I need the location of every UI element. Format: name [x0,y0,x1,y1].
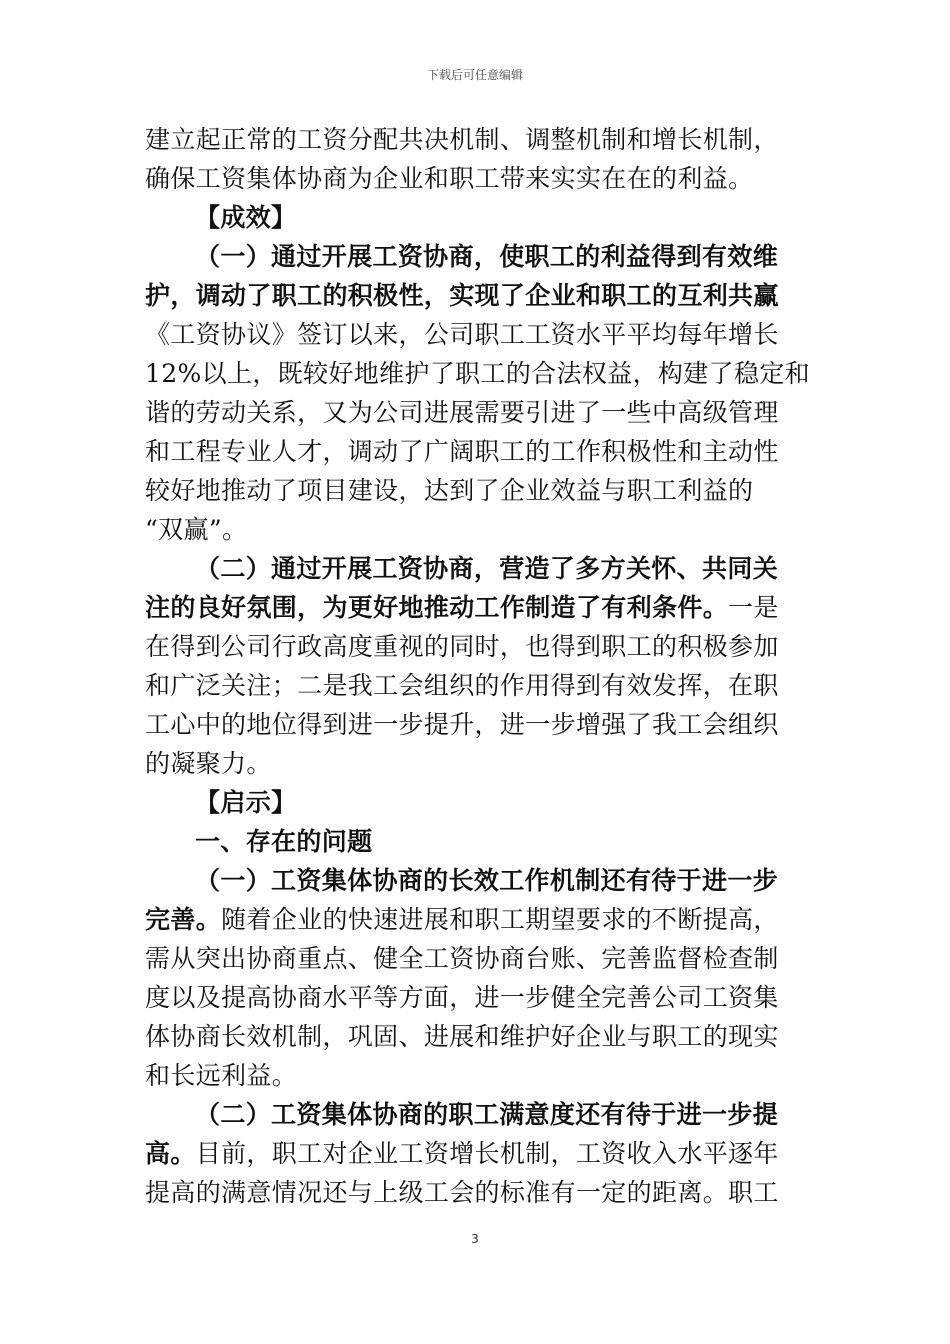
text-run: 和长远利益。 [145,1061,298,1090]
text-run: 确保工资集体协商为企业和职工带来实实在在的利益。 [145,164,754,193]
section-heading-insights [145,783,810,822]
text-run: 建立起正常的工资分配共决机制、调整机制和增长机制， [145,125,779,154]
text-line-2 [145,159,810,198]
text-run: 目前，职工对企业工资增长机制，工资收入水平逐年 [195,1139,779,1168]
text-run: 较好地推动了项目建设，达到了企业效益与职工利益的 [145,476,754,505]
subheading-1-line-1 [145,237,810,276]
text-run: 一是 [728,593,779,622]
text-line-14 [145,627,810,666]
text-run: 的凝聚力。 [145,749,272,778]
text-run: （一）通过开展工资协商，使职工的利益得到有效维 [195,242,779,271]
text-run: 和工程专业人才，调动了广阔职工的工作积极性和主动性 [145,437,779,466]
page-number: 3 [471,1232,479,1246]
document-body [145,120,810,1212]
text-run: 随着企业的快速进展和职工期望要求的不断提高， [221,905,779,934]
subheading-4-line-2 [145,1134,810,1173]
text-line-15 [145,666,810,705]
text-run: 需从突出协商重点、健全工资协商台账、完善监督检查制 [145,944,779,973]
text-run: 在得到公司行政高度重视的同时，也得到职工的积极参加 [145,632,779,661]
text-run: 《工资协议》签订以来，公司职工工资水平平均每年增长 [145,320,779,349]
page-header-note: 下载后可任意编辑 [426,68,523,82]
text-line-23 [145,978,810,1017]
text-line-1 [145,120,810,159]
subheading-1-line-2 [145,276,810,315]
text-run: 【成效】 [195,203,297,232]
text-run: 【启示】 [195,788,297,817]
text-run: 注的良好氛围，为更好地推动工作制造了有利条件。 [145,593,729,622]
text-line-25 [145,1056,810,1095]
text-line-28 [145,1173,810,1212]
text-line-8 [145,393,810,432]
text-run: 度以及提高协商水平等方面，进一步健全完善公司工资集 [145,983,779,1012]
text-run: 提高的满意情况还与上级工会的标准有一定的距离。职工 [145,1178,779,1207]
text-line-16 [145,705,810,744]
text-line-6 [145,315,810,354]
text-run: （二）通过开展工资协商，营造了多方关怀、共同关 [195,554,779,583]
text-run: （二）工资集体协商的职工满意度还有待于进一步提 [195,1100,779,1129]
text-run: 12%以上，既较好地维护了职工的合法权益，构建了稳定和 [145,359,811,388]
text-run: 高。 [145,1139,196,1168]
text-run: 完善。 [145,905,222,934]
text-line-7 [145,354,810,393]
heading-problems [145,822,810,861]
text-line-17 [145,744,810,783]
text-line-22 [145,939,810,978]
subheading-3-line-1 [145,861,810,900]
text-line-9 [145,432,810,471]
subheading-2-line-1 [145,549,810,588]
text-run: 工心中的地位得到进一步提升，进一步增强了我工会组织 [145,710,779,739]
text-line-10 [145,471,810,510]
text-line-24 [145,1017,810,1056]
section-heading-effects [145,198,810,237]
text-run: “双赢”。 [145,515,248,544]
text-run: 体协商长效机制，巩固、进展和维护好企业与职工的现实 [145,1022,779,1051]
subheading-3-line-2 [145,900,810,939]
text-run: 护，调动了职工的积极性，实现了企业和职工的互利共赢 [145,281,779,310]
subheading-4-line-1 [145,1095,810,1134]
text-run: 一、存在的问题 [195,827,373,856]
text-run: （一）工资集体协商的长效工作机制还有待于进一步 [195,866,779,895]
text-run: 和广泛关注；二是我工会组织的作用得到有效发挥，在职 [145,671,779,700]
text-line-11 [145,510,810,549]
text-run: 谐的劳动关系，又为公司进展需要引进了一些中高级管理 [145,398,779,427]
subheading-2-line-2 [145,588,810,627]
